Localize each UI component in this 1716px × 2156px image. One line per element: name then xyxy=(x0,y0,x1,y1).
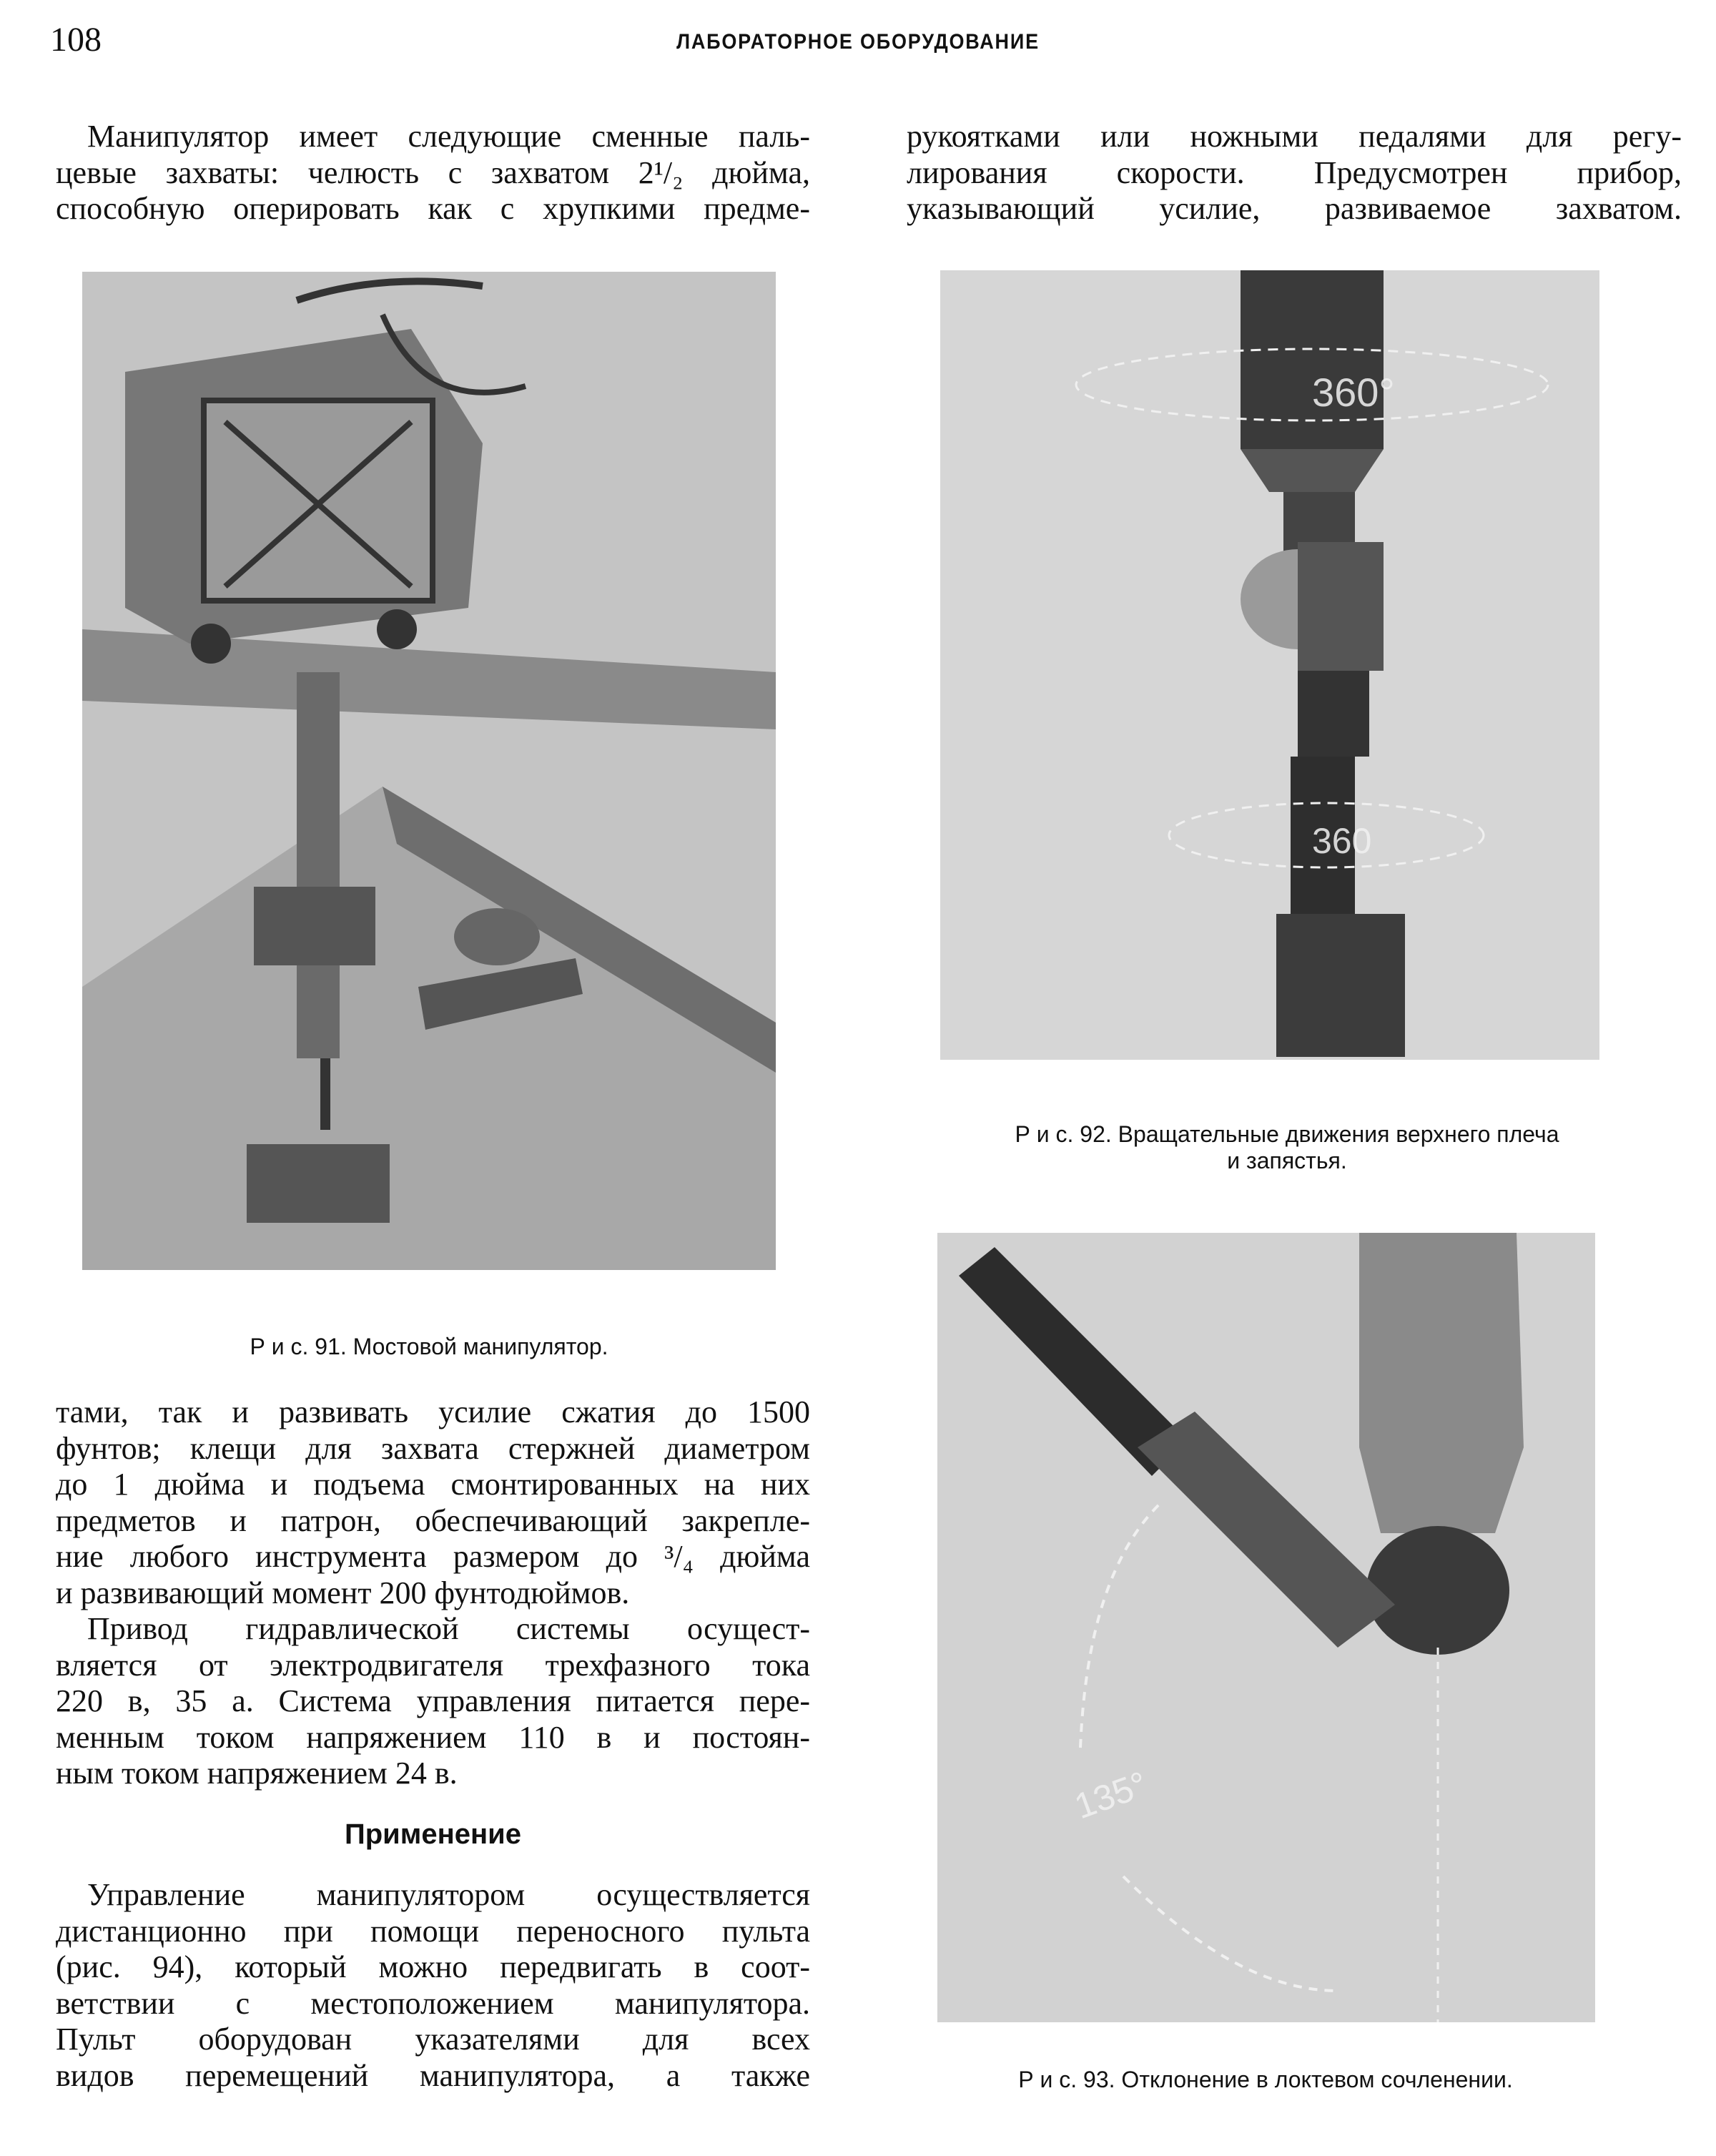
text-line: ние любого инструмента размером до ³/₄ дюйма xyxy=(56,1539,810,1574)
text-line: Управление манипулятором осуществляется xyxy=(87,1877,810,1912)
text-line: лирования скорости. Предусмотрен прибор, xyxy=(907,154,1682,190)
figure-93-caption: Р и с. 93. Отклонение в локтевом сочленении. xyxy=(1018,2067,1513,2092)
text-line: Манипулятор имеет следующие сменные паль- xyxy=(87,119,810,154)
text-line: указывающий усилие, развиваемое захватом. xyxy=(907,191,1682,226)
text-line: предметов и патрон, обеспечивающий закрепле- xyxy=(56,1502,810,1538)
section-heading-wrap xyxy=(56,1816,810,1853)
figure-91-bridge-manipulator xyxy=(82,272,776,1270)
left-top-paragraph xyxy=(56,119,810,227)
figure-92-caption-line-2: и запястья. xyxy=(1227,1148,1347,1173)
text-line: менным током напряжением 110 в и постоян- xyxy=(56,1719,810,1755)
text-line: до 1 дюйма и подъема смонтированных на них xyxy=(56,1467,810,1502)
text-line: Пульт оборудован указателями для всех xyxy=(56,2022,810,2057)
text-line: способную оперировать как с хрупкими предме- xyxy=(56,191,810,226)
text-line: рукоятками или ножными педалями для регу- xyxy=(907,119,1682,154)
text-line: дистанционно при помощи переносного пульта xyxy=(56,1913,810,1949)
figure-91-caption: Р и с. 91. Мостовой манипулятор. xyxy=(250,1334,608,1359)
right-top-paragraph xyxy=(907,119,1682,227)
text-line: вляется от электродвигателя трехфазного тока xyxy=(56,1647,810,1683)
text-line: 220 в, 35 а. Система управления питается пере- xyxy=(56,1683,810,1718)
text-line: видов перемещений манипулятора, а также xyxy=(56,2057,810,2093)
section-heading: Применение xyxy=(344,1818,521,1850)
running-head: ЛАБОРАТОРНОЕ ОБОРУДОВАНИЕ xyxy=(676,30,1040,54)
text-line: фунтов; клещи для захвата стержней диаметром xyxy=(56,1430,810,1466)
deflection-angle-label: 135° xyxy=(1069,1763,1153,1827)
page-number: 108 xyxy=(50,21,102,59)
text-line: цевые захваты: челюсть с захватом 2¹/₂ дюйма, xyxy=(56,154,810,190)
left-bottom-paragraph xyxy=(56,1877,810,2094)
figure-92-caption xyxy=(922,1121,1652,1174)
rotation-label-wrist: 360 xyxy=(1312,821,1372,861)
figure-92-rotation xyxy=(940,270,1599,1060)
text-line: тами, так и развивать усилие сжатия до 1500 xyxy=(56,1394,810,1429)
text-line: ным током напряжением 24 в. xyxy=(56,1756,458,1791)
text-line: и развивающий момент 200 фунтодюймов. xyxy=(56,1575,630,1610)
left-middle-paragraph xyxy=(56,1394,810,1792)
figure-93-elbow-deflection xyxy=(937,1233,1595,2022)
rotation-label-upper: 360° xyxy=(1312,370,1395,415)
text-line: (рис. 94), который можно передвигать в соот- xyxy=(56,1949,810,1984)
text-line: Привод гидравлической системы осущест- xyxy=(87,1611,810,1646)
figure-92-caption-line-1: Р и с. 92. Вращательные движения верхнего плеча xyxy=(1015,1121,1559,1147)
text-line: ветствии с местоположением манипулятора. xyxy=(56,1985,810,2021)
